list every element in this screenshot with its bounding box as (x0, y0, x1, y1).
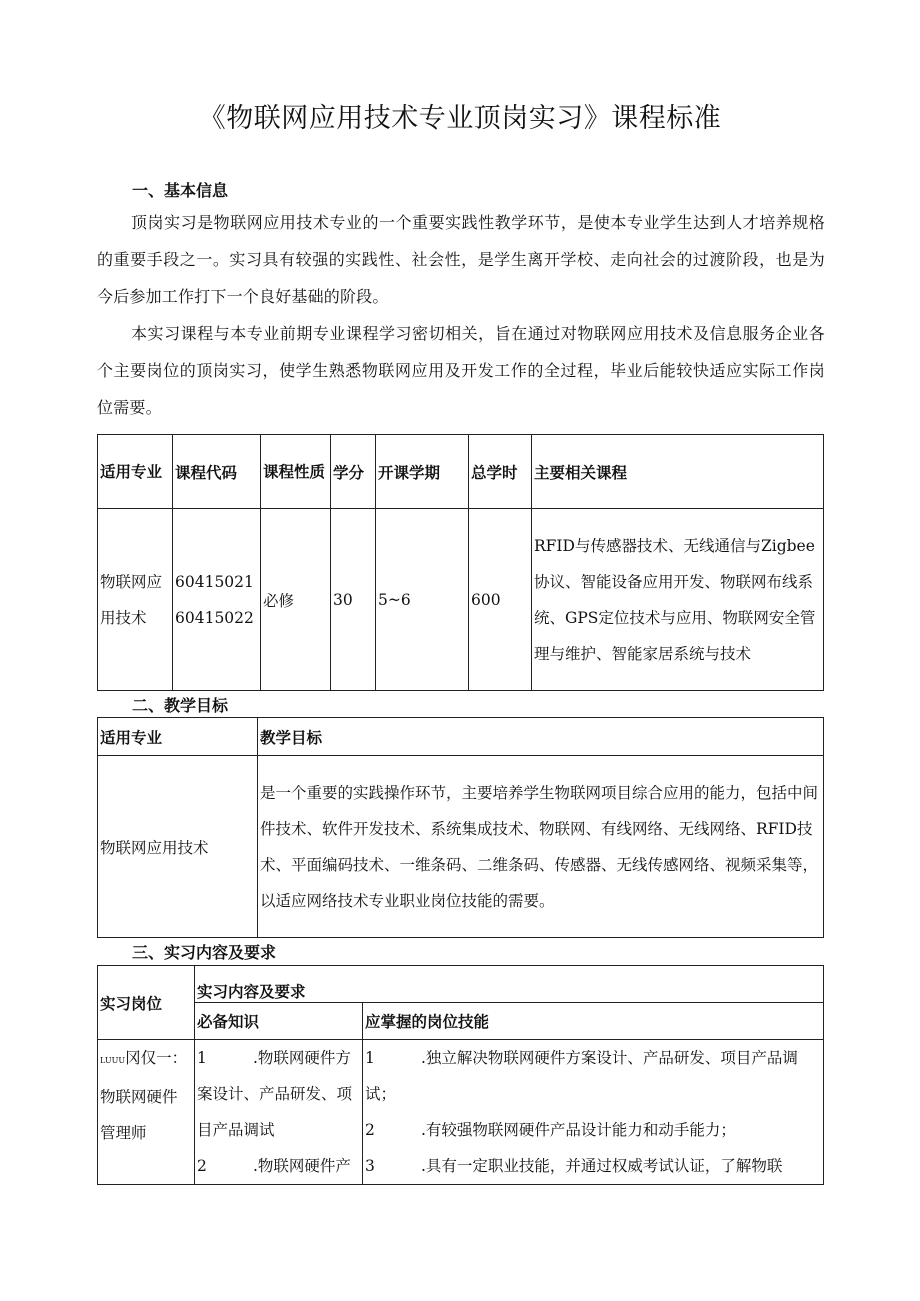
header-position: 实习岗位 (98, 966, 195, 1040)
skill-item (365, 1040, 821, 1112)
header-content: 实习内容及要求 (195, 966, 824, 1003)
knowledge-item (197, 1148, 360, 1184)
header-total-hours: 总学时 (469, 435, 532, 509)
cell-course-code (173, 509, 261, 691)
cell-knowledge (195, 1040, 363, 1185)
table-row (98, 1040, 824, 1185)
internship-content-table (97, 965, 824, 1185)
section-heading-internship-content: 三、实习内容及要求 (132, 943, 277, 962)
cell-hours: 600 (469, 509, 532, 691)
cell-skills (363, 1040, 824, 1185)
skill-item-number: 3 (365, 1157, 375, 1175)
skill-item-text: .具有一定职业技能，并通过权威考试认证，了解物联 (421, 1157, 783, 1175)
section-heading-teaching-goals: 二、教学目标 (132, 696, 229, 715)
course-info-table (97, 434, 824, 691)
header-credit: 学分 (331, 435, 376, 509)
skill-item-text: .独立解决物联网硬件方案设计、产品研发、项目产品调试； (365, 1049, 798, 1103)
cell-nature: 必修 (261, 509, 331, 691)
paragraph-intro: 顶岗实习是物联网应用技术专业的一个重要实践性教学环节，是使本专业学生达到人才培养规格的重要手段之一。实习具有较强的实践性、社会性，是学生离开学校、走向社会的过渡阶段，也是为今后参加工作打下一个良好基础的阶段。 (97, 213, 825, 306)
skill-item (365, 1148, 821, 1184)
table-header-row (98, 718, 824, 756)
header-semester: 开课学期 (376, 435, 469, 509)
header-teaching-goal: 教学目标 (258, 718, 824, 756)
table-header-row (98, 435, 824, 509)
knowledge-item-text: .物联网硬件方案设计、产品研发、项目产品调试 (197, 1049, 353, 1139)
cell-credit: 30 (331, 509, 376, 691)
skill-item-number: 2 (365, 1121, 375, 1139)
header-course-nature: 课程性质 (261, 435, 331, 509)
skill-item (365, 1112, 821, 1148)
course-code-1: 60415021 (175, 572, 254, 591)
skill-item-number: 1 (365, 1049, 375, 1067)
header-related-courses: 主要相关课程 (532, 435, 824, 509)
page-title: 《物联网应用技术专业顶岗实习》课程标准 (198, 103, 722, 134)
section-heading-basic-info: 一、基本信息 (132, 181, 229, 200)
course-code-2: 60415022 (175, 608, 254, 627)
table-subheader-row (98, 1003, 824, 1040)
cell-semester: 5~6 (376, 509, 469, 691)
cell-major: 物联网应用技术 (98, 756, 258, 938)
skill-item-text: .有较强物联网硬件产品设计能力和动手能力； (421, 1121, 736, 1139)
cell-major: 物联网应用技术 (98, 509, 173, 691)
knowledge-item-text: .物联网硬件产 (253, 1157, 351, 1175)
cell-position (98, 1040, 195, 1185)
header-major: 适用专业 (98, 435, 173, 509)
knowledge-item-number: 1 (197, 1049, 207, 1067)
knowledge-item (197, 1040, 360, 1148)
header-knowledge: 必备知识 (195, 1003, 363, 1040)
table-header-row (98, 966, 824, 1003)
header-major: 适用专业 (98, 718, 258, 756)
header-course-code: 课程代码 (173, 435, 261, 509)
header-skills: 应掌握的岗位技能 (363, 1003, 824, 1040)
table-row (98, 756, 824, 938)
knowledge-item-number: 2 (197, 1157, 207, 1175)
paragraph-course-relation: 本实习课程与本专业前期专业课程学习密切相关，旨在通过对物联网应用技术及信息服务企业各个主要岗位的顶岗实习，使学生熟悉物联网应用及开发工作的全过程，毕业后能较快适应实际工作岗位需要。 (97, 324, 825, 417)
cell-teaching-goal: 是一个重要的实践操作环节，主要培养学生物联网项目综合应用的能力，包括中间件技术、软件开发技术、系统集成技术、物联网、有线网络、无线网络、RFID技术、平面编码技术、一维条码、二维条码、传感器、无线传感网络、视频采集等，以适应网络技术专业职业岗位技能的需要。 (258, 756, 824, 938)
position-prefix: LUUU (100, 1056, 126, 1065)
cell-related-courses: RFID与传感器技术、无线通信与Zigbee协议、智能设备应用开发、物联网布线系统、GPS定位技术与应用、物联网安全管理与维护、智能家居系统与技术 (532, 509, 824, 691)
teaching-goal-table (97, 717, 824, 938)
position-name: 冈仅一：物联网硬件管理师 (100, 1049, 188, 1142)
table-row (98, 509, 824, 691)
